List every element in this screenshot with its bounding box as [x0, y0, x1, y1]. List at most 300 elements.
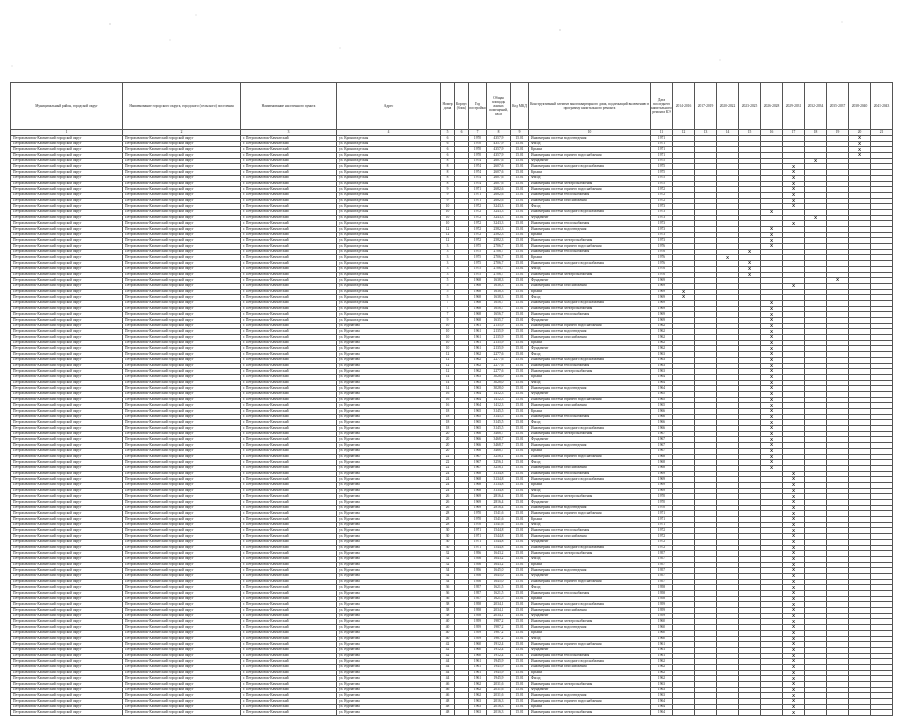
area-cell: 4357,9 [487, 147, 511, 153]
element-cell: Фасад [529, 175, 651, 181]
area-cell: 2135,9 [487, 329, 511, 335]
element-cell: Крыша [529, 596, 651, 602]
element-cell: Крыша [529, 340, 651, 346]
header-year-4: 2026-2028 [761, 83, 783, 130]
element-cell: Инженерная система газоснабжения [529, 465, 651, 471]
period-mark-cell: X [849, 147, 871, 153]
last-repair-cell: 1961 [651, 642, 673, 648]
address-cell: ул. Курчатова [337, 619, 441, 625]
house-no-cell: 32 [441, 551, 455, 557]
last-repair-cell: 1973 [651, 232, 673, 238]
address-cell: ул. Курчатова [337, 539, 441, 545]
house-no-cell: 5 [441, 295, 455, 301]
area-cell: 3468,7 [487, 448, 511, 454]
house-no-cell: 44 [441, 659, 455, 665]
settlement-cell: Петропавловск-Камчатский городской округ [123, 494, 241, 500]
year-cell: 1975 [469, 255, 487, 261]
period-mark-cell: X [783, 556, 805, 562]
mun-cell: Петропавловск-Камчатский городской округ [11, 306, 123, 312]
column-number: 9 [511, 130, 529, 136]
mkd-code-cell: 15.01 [511, 147, 529, 153]
element-cell: Инженерная система водоотведения [529, 443, 651, 449]
last-repair-cell: 1966 [651, 420, 673, 426]
settlement-cell: Петропавловск-Камчатский городской округ [123, 255, 241, 261]
settlement-cell: Петропавловск-Камчатский городской округ [123, 289, 241, 295]
area-cell: 3256,1 [487, 454, 511, 460]
mun-cell: Петропавловск-Камчатский городской округ [11, 181, 123, 187]
settlement-cell: Петропавловск-Камчатский городской округ [123, 318, 241, 324]
mkd-code-cell: 15.01 [511, 289, 529, 295]
address-cell: ул. Курчатова [337, 704, 441, 710]
locality-cell: г. Петропавловск-Камчатский [241, 568, 337, 574]
address-cell: ул. Кронштадтская [337, 318, 441, 324]
locality-cell: г. Петропавловск-Камчатский [241, 625, 337, 631]
address-cell: ул. Курчатова [337, 699, 441, 705]
element-cell: Инженерная система теплоснабжения [529, 653, 651, 659]
mun-cell: Петропавловск-Камчатский городской округ [11, 340, 123, 346]
element-cell: Инженерная система холодного водоснабжения [529, 426, 651, 432]
period-mark-cell [761, 710, 783, 716]
year-cell: 1968 [469, 471, 487, 477]
house-no-cell: 28 [441, 517, 455, 523]
year-cell: 1965 [469, 409, 487, 415]
column-number: 7 [469, 130, 487, 136]
locality-cell: г. Петропавловск-Камчатский [241, 630, 337, 636]
period-mark-cell: X [783, 181, 805, 187]
house-no-cell: 44 [441, 664, 455, 670]
address-cell: ул. Курчатова [337, 386, 441, 392]
element-cell: Инженерная система горячего водоснабжения [529, 454, 651, 460]
house-no-cell: 18 [441, 409, 455, 415]
mkd-code-cell: 15.01 [511, 687, 529, 693]
mun-cell: Петропавловск-Камчатский городской округ [11, 460, 123, 466]
mun-cell: Петропавловск-Камчатский городской округ [11, 175, 123, 181]
mkd-code-cell: 15.01 [511, 471, 529, 477]
last-repair-cell: 1972 [651, 539, 673, 545]
locality-cell: г. Петропавловск-Камчатский [241, 443, 337, 449]
address-cell: ул. Кронштадтская [337, 249, 441, 255]
address-cell: ул. Курчатова [337, 596, 441, 602]
house-no-cell: 3 [441, 272, 455, 278]
area-cell: 1635,7 [487, 318, 511, 324]
period-mark-cell: X [761, 369, 783, 375]
locality-cell: г. Петропавловск-Камчатский [241, 602, 337, 608]
area-cell: 1412,3 [487, 391, 511, 397]
mkd-code-cell: 15.01 [511, 414, 529, 420]
year-cell: 1974 [469, 175, 487, 181]
mkd-code-cell: 15.01 [511, 556, 529, 562]
locality-cell: г. Петропавловск-Камчатский [241, 175, 337, 181]
year-cell: 1966 [469, 448, 487, 454]
mun-cell: Петропавловск-Камчатский городской округ [11, 596, 123, 602]
mkd-code-cell: 15.01 [511, 693, 529, 699]
year-cell: 1970 [469, 522, 487, 528]
element-cell: Фундамент [529, 687, 651, 693]
mkd-code-cell: 15.01 [511, 585, 529, 591]
last-repair-cell: 1976 [651, 255, 673, 261]
mun-cell: Петропавловск-Камчатский городской округ [11, 528, 123, 534]
settlement-cell: Петропавловск-Камчатский городской округ [123, 261, 241, 267]
settlement-cell: Петропавловск-Камчатский городской округ [123, 517, 241, 523]
house-no-cell: 9 [441, 318, 455, 324]
area-cell: 4357,9 [487, 136, 511, 142]
address-cell: ул. Курчатова [337, 522, 441, 528]
element-cell: Инженерная система газоснабжения [529, 198, 651, 204]
period-mark-cell: X [761, 454, 783, 460]
mun-cell: Петропавловск-Камчатский городской округ [11, 380, 123, 386]
last-repair-cell: 1963 [651, 352, 673, 358]
mkd-code-cell: 15.01 [511, 238, 529, 244]
locality-cell: г. Петропавловск-Камчатский [241, 141, 337, 147]
address-cell: ул. Курчатова [337, 517, 441, 523]
last-repair-cell: 1971 [651, 522, 673, 528]
element-cell: Фасад [529, 676, 651, 682]
period-mark-cell: X [673, 295, 695, 301]
address-cell: ул. Кронштадтская [337, 278, 441, 284]
year-cell: 1962 [469, 682, 487, 688]
address-cell: ул. Курчатова [337, 323, 441, 329]
mkd-code-cell: 15.01 [511, 551, 529, 557]
address-cell: ул. Курчатова [337, 465, 441, 471]
area-cell: 2582,3 [487, 227, 511, 233]
year-cell: 1964 [469, 391, 487, 397]
header-address: Адрес [337, 83, 441, 130]
period-mark-cell: X [783, 636, 805, 642]
last-repair-cell: 1975 [651, 175, 673, 181]
year-cell: 1970 [469, 517, 487, 523]
locality-cell: г. Петропавловск-Камчатский [241, 693, 337, 699]
mkd-code-cell: 15.01 [511, 181, 529, 187]
house-no-cell: 5 [441, 278, 455, 284]
area-cell: 3134,8 [487, 488, 511, 494]
element-cell: Фасад [529, 420, 651, 426]
locality-cell: г. Петропавловск-Камчатский [241, 528, 337, 534]
mkd-code-cell: 15.01 [511, 209, 529, 215]
last-repair-cell: 1960 [651, 630, 673, 636]
settlement-cell: Петропавловск-Камчатский городской округ [123, 244, 241, 250]
house-no-cell: 12 [441, 363, 455, 369]
mkd-code-cell: 15.01 [511, 482, 529, 488]
mkd-code-cell: 15.01 [511, 682, 529, 688]
locality-cell: г. Петропавловск-Камчатский [241, 238, 337, 244]
last-repair-cell: 1960 [651, 619, 673, 625]
area-cell: 3468,7 [487, 437, 511, 443]
year-cell: 1962 [469, 369, 487, 375]
house-no-cell: 8 [441, 158, 455, 164]
last-repair-cell: 1969 [651, 318, 673, 324]
period-mark-cell: X [783, 198, 805, 204]
last-repair-cell: 1957 [651, 551, 673, 557]
element-cell: Фундамент [529, 500, 651, 506]
period-mark-cell: X [783, 482, 805, 488]
settlement-cell: Петропавловск-Камчатский городской округ [123, 414, 241, 420]
address-cell: ул. Кронштадтская [337, 215, 441, 221]
last-repair-cell: 1971 [651, 511, 673, 517]
year-cell: 1971 [469, 528, 487, 534]
mun-cell: Петропавловск-Камчатский городской округ [11, 471, 123, 477]
last-repair-cell: 1969 [651, 477, 673, 483]
last-repair-cell: 1958 [651, 585, 673, 591]
area-cell: 3243,3 [487, 221, 511, 227]
year-cell: 1961 [469, 664, 487, 670]
period-mark-cell: X [849, 141, 871, 147]
address-cell: ул. Курчатова [337, 448, 441, 454]
settlement-cell: Петропавловск-Камчатский городской округ [123, 397, 241, 403]
house-no-cell: 12 [441, 227, 455, 233]
mun-cell: Петропавловск-Камчатский городской округ [11, 545, 123, 551]
mkd-code-cell: 15.01 [511, 187, 529, 193]
area-cell: 1643,2 [487, 551, 511, 557]
mkd-code-cell: 15.01 [511, 653, 529, 659]
locality-cell: г. Петропавловск-Камчатский [241, 323, 337, 329]
address-cell: ул. Кронштадтская [337, 141, 441, 147]
address-cell: ул. Курчатова [337, 602, 441, 608]
last-repair-cell: 1967 [651, 443, 673, 449]
house-no-cell: 18 [441, 420, 455, 426]
last-repair-cell: 1972 [651, 192, 673, 198]
locality-cell: г. Петропавловск-Камчатский [241, 437, 337, 443]
element-cell: Инженерная система холодного водоснабжения [529, 659, 651, 665]
address-cell: ул. Курчатова [337, 528, 441, 534]
settlement-cell: Петропавловск-Камчатский городской округ [123, 562, 241, 568]
last-repair-cell: 1968 [651, 454, 673, 460]
mun-cell: Петропавловск-Камчатский городской округ [11, 465, 123, 471]
area-cell: 1621,5 [487, 591, 511, 597]
address-cell: ул. Курчатова [337, 443, 441, 449]
locality-cell: г. Петропавловск-Камчатский [241, 596, 337, 602]
address-cell: ул. Кронштадтская [337, 170, 441, 176]
mkd-code-cell: 15.01 [511, 391, 529, 397]
element-cell: Инженерная система горячего водоснабжения [529, 642, 651, 648]
element-cell: Инженерная система водоотведения [529, 386, 651, 392]
settlement-cell: Петропавловск-Камчатский городской округ [123, 687, 241, 693]
year-cell: 1959 [469, 636, 487, 642]
period-mark-cell: X [783, 596, 805, 602]
mun-cell: Петропавловск-Камчатский городской округ [11, 591, 123, 597]
locality-cell: г. Петропавловск-Камчатский [241, 431, 337, 437]
element-cell: Инженерная система горячего водоснабжения [529, 579, 651, 585]
settlement-cell: Петропавловск-Камчатский городской округ [123, 704, 241, 710]
period-mark-cell: X [783, 562, 805, 568]
mun-cell: Петропавловск-Камчатский городской округ [11, 374, 123, 380]
area-cell: 2682,6 [487, 192, 511, 198]
header-area: Общая площадь жилых помещений, кв.м [487, 83, 511, 130]
area-cell: 1987,2 [487, 636, 511, 642]
mkd-code-cell: 15.01 [511, 579, 529, 585]
mun-cell: Петропавловск-Камчатский городской округ [11, 261, 123, 267]
element-cell: Инженерная система холодного водоснабжения [529, 477, 651, 483]
mun-cell: Петропавловск-Камчатский городской округ [11, 534, 123, 540]
column-number: 8 [487, 130, 511, 136]
element-cell: Инженерная система газоснабжения [529, 335, 651, 341]
house-no-cell: 28 [441, 511, 455, 517]
period-mark-cell: X [761, 238, 783, 244]
period-mark-cell: X [783, 676, 805, 682]
year-cell: 1975 [469, 261, 487, 267]
mkd-code-cell: 15.01 [511, 460, 529, 466]
locality-cell: г. Петропавловск-Камчатский [241, 613, 337, 619]
mkd-code-cell: 15.01 [511, 278, 529, 284]
period-mark-cell: X [783, 670, 805, 676]
mun-cell: Петропавловск-Камчатский городской округ [11, 170, 123, 176]
mkd-code-cell: 15.01 [511, 500, 529, 506]
element-cell: Инженерная система холодного водоснабжения [529, 602, 651, 608]
locality-cell: г. Петропавловск-Камчатский [241, 591, 337, 597]
area-cell: 3145,5 [487, 409, 511, 415]
mun-cell: Петропавловск-Камчатский городской округ [11, 312, 123, 318]
area-cell: 2816,4 [487, 500, 511, 506]
house-no-cell: 46 [441, 687, 455, 693]
mkd-code-cell: 15.01 [511, 374, 529, 380]
period-mark-cell: X [761, 374, 783, 380]
locality-cell: г. Петропавловск-Камчатский [241, 215, 337, 221]
last-repair-cell: 1975 [651, 164, 673, 170]
element-cell: Фундамент [529, 278, 651, 284]
year-cell: 1972 [469, 238, 487, 244]
last-repair-cell: 1964 [651, 386, 673, 392]
locality-cell: г. Петропавловск-Камчатский [241, 704, 337, 710]
address-cell: ул. Курчатова [337, 488, 441, 494]
mun-cell: Петропавловск-Камчатский городской округ [11, 642, 123, 648]
period-mark-cell: X [761, 335, 783, 341]
mkd-code-cell: 15.01 [511, 409, 529, 415]
period-mark-cell: X [739, 272, 761, 278]
area-cell: 1987,2 [487, 619, 511, 625]
address-cell: ул. Курчатова [337, 500, 441, 506]
element-cell: Инженерная система горячего водоснабжения [529, 244, 651, 250]
area-cell: 1544,8 [487, 534, 511, 540]
house-no-cell: 32 [441, 556, 455, 562]
locality-cell: г. Петропавловск-Камчатский [241, 460, 337, 466]
settlement-cell: Петропавловск-Камчатский городской округ [123, 500, 241, 506]
settlement-cell: Петропавловск-Камчатский городской округ [123, 579, 241, 585]
last-repair-cell: 1972 [651, 198, 673, 204]
settlement-cell: Петропавловск-Камчатский городской округ [123, 602, 241, 608]
locality-cell: г. Петропавловск-Камчатский [241, 414, 337, 420]
year-cell: 1956 [469, 568, 487, 574]
house-no-cell: 20 [441, 437, 455, 443]
year-cell: 1967 [469, 454, 487, 460]
element-cell: Инженерная система горячего водоснабжения [529, 699, 651, 705]
period-mark-cell: X [827, 278, 849, 284]
settlement-cell: Петропавловск-Камчатский городской округ [123, 329, 241, 335]
locality-cell: г. Петропавловск-Камчатский [241, 670, 337, 676]
period-mark-cell: X [761, 363, 783, 369]
header-settlement: Наименование городского округа, городского (сельского) поселения [123, 83, 241, 130]
house-no-cell: 14 [441, 386, 455, 392]
year-cell: 1969 [469, 494, 487, 500]
mkd-code-cell: 15.01 [511, 204, 529, 210]
mkd-code-cell: 15.01 [511, 318, 529, 324]
area-cell: 1945,9 [487, 670, 511, 676]
area-cell: 2607,6 [487, 175, 511, 181]
mkd-code-cell: 15.01 [511, 539, 529, 545]
locality-cell: г. Петропавловск-Камчатский [241, 340, 337, 346]
last-repair-cell: 1973 [651, 215, 673, 221]
locality-cell: г. Петропавловск-Камчатский [241, 448, 337, 454]
settlement-cell: Петропавловск-Камчатский городской округ [123, 363, 241, 369]
house-no-cell: 34 [441, 568, 455, 574]
element-cell: Инженерная система холодного водоснабжения [529, 357, 651, 363]
element-cell: Крыша [529, 147, 651, 153]
mkd-code-cell: 15.01 [511, 335, 529, 341]
period-mark-cell: X [761, 232, 783, 238]
house-no-cell: 16 [441, 403, 455, 409]
year-cell: 1964 [469, 397, 487, 403]
settlement-cell: Петропавловск-Камчатский городской округ [123, 335, 241, 341]
last-repair-cell: 1970 [651, 494, 673, 500]
mun-cell: Петропавловск-Камчатский городской округ [11, 192, 123, 198]
period-mark-cell: X [783, 613, 805, 619]
locality-cell: г. Петропавловск-Камчатский [241, 539, 337, 545]
last-repair-cell: 1962 [651, 335, 673, 341]
locality-cell: г. Петропавловск-Камчатский [241, 477, 337, 483]
mkd-code-cell: 15.01 [511, 454, 529, 460]
last-repair-cell: 1962 [651, 346, 673, 352]
mun-cell: Петропавловск-Камчатский городской округ [11, 357, 123, 363]
element-cell: Инженерная система газоснабжения [529, 283, 651, 289]
capital-repair-table [10, 82, 893, 716]
address-cell: ул. Курчатова [337, 653, 441, 659]
year-cell: 1972 [469, 204, 487, 210]
locality-cell: г. Петропавловск-Камчатский [241, 562, 337, 568]
settlement-cell: Петропавловск-Камчатский городской округ [123, 608, 241, 614]
element-cell: Фундамент [529, 437, 651, 443]
area-cell: 3028,0 [487, 386, 511, 392]
area-cell: 1656,7 [487, 300, 511, 306]
address-cell: ул. Курчатова [337, 357, 441, 363]
period-mark-cell: X [673, 289, 695, 295]
element-cell: Инженерная система водоотведения [529, 227, 651, 233]
address-cell: ул. Кронштадтская [337, 181, 441, 187]
area-cell: 2277,6 [487, 363, 511, 369]
address-cell: ул. Кронштадтская [337, 306, 441, 312]
year-cell: 1970 [469, 147, 487, 153]
locality-cell: г. Петропавловск-Камчатский [241, 335, 337, 341]
mun-cell: Петропавловск-Камчатский городской округ [11, 676, 123, 682]
element-cell: Инженерная система теплоснабжения [529, 528, 651, 534]
column-number: 13 [695, 130, 717, 136]
mkd-code-cell: 15.01 [511, 448, 529, 454]
year-cell: 1968 [469, 289, 487, 295]
address-cell: ул. Курчатова [337, 431, 441, 437]
mun-cell: Петропавловск-Камчатский городской округ [11, 391, 123, 397]
settlement-cell: Петропавловск-Камчатский городской округ [123, 170, 241, 176]
settlement-cell: Петропавловск-Камчатский городской округ [123, 249, 241, 255]
last-repair-cell: 1973 [651, 221, 673, 227]
house-no-cell: 16 [441, 391, 455, 397]
year-cell: 1961 [469, 335, 487, 341]
period-mark-cell: X [783, 522, 805, 528]
address-cell: ул. Кронштадтская [337, 255, 441, 261]
last-repair-cell: 1963 [651, 357, 673, 363]
house-no-cell: 12 [441, 357, 455, 363]
address-cell: ул. Курчатова [337, 562, 441, 568]
mkd-code-cell: 15.01 [511, 528, 529, 534]
settlement-cell: Петропавловск-Камчатский городской округ [123, 266, 241, 272]
house-no-cell: 20 [441, 448, 455, 454]
year-cell: 1968 [469, 312, 487, 318]
locality-cell: г. Петропавловск-Камчатский [241, 198, 337, 204]
mkd-code-cell: 15.01 [511, 562, 529, 568]
mkd-code-cell: 15.01 [511, 141, 529, 147]
mkd-code-cell: 15.01 [511, 670, 529, 676]
year-cell: 1974 [469, 181, 487, 187]
mkd-code-cell: 15.01 [511, 295, 529, 301]
last-repair-cell: 1962 [651, 676, 673, 682]
settlement-cell: Петропавловск-Камчатский городской округ [123, 471, 241, 477]
last-repair-cell: 1957 [651, 568, 673, 574]
